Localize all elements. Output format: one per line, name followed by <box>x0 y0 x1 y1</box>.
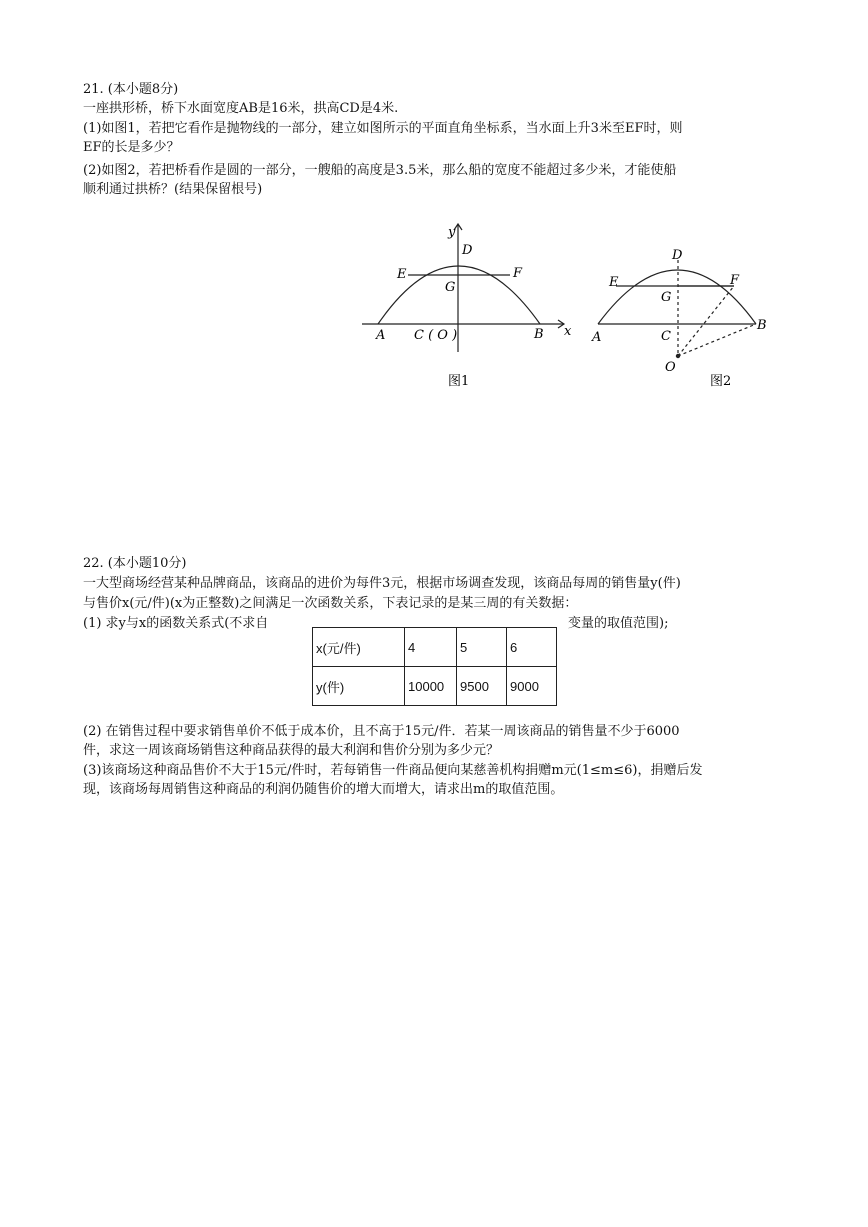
q21-part2-line-b: 顺利通过拱桥？(结果保留根号) <box>83 182 263 197</box>
label-o: O <box>665 360 676 375</box>
label-e: E <box>397 267 407 282</box>
q22-part1-right: 变量的取值范围); <box>568 616 669 631</box>
label-d: D <box>672 248 683 263</box>
label-y: y <box>448 225 456 240</box>
label-e: E <box>609 275 619 290</box>
label-g: G <box>661 290 672 305</box>
table-cell: 9000 <box>507 667 557 706</box>
q21-header: 21. (本小题8分) <box>83 82 179 97</box>
table-cell: 5 <box>457 628 507 667</box>
table-cell: y(件) <box>313 667 405 706</box>
label-a: A <box>592 330 602 345</box>
table-cell: 9500 <box>457 667 507 706</box>
table-row <box>313 667 557 706</box>
q22-line1: 一大型商场经营某种品牌商品，该商品的进价为每件3元，根据市场调查发现，该商品每周的销售量y(件) <box>83 576 681 591</box>
table-cell: 10000 <box>405 667 457 706</box>
label-a: A <box>376 328 386 343</box>
q22-part3-line-a: (3)该商场这种商品售价不大于15元/件时，若每销售一件商品便向某慈善机构捐赠m元(1≤m≤6)，捐赠后发 <box>83 763 703 778</box>
q21-part1-line-b: EF的长是多少？ <box>83 140 180 155</box>
figure-1-caption: 图1 <box>448 374 470 389</box>
q22-part1-left: (1) 求y与x的函数关系式(不求自 <box>83 616 269 631</box>
q22-part2-line-a: (2) 在销售过程中要求销售单价不低于成本价，且不高于15元/件．若某一周该商品的销售量不少于6000 <box>83 724 680 739</box>
figure-2 <box>588 240 778 400</box>
radius-of <box>678 286 734 356</box>
table-cell: x(元/件) <box>313 628 405 667</box>
data-table <box>312 627 557 706</box>
q22-part2-line-b: 件，求这一周该商场销售这种商品获得的最大利润和售价分别为多少元？ <box>83 743 500 758</box>
q22-header: 22. (本小题10分) <box>83 556 187 571</box>
q21-part1-line-a: (1)如图1，若把它看作是抛物线的一部分，建立如图所示的平面直角坐标系，当水面上升3米至EF时，则 <box>83 121 683 136</box>
label-x: x <box>564 324 572 339</box>
label-f: F <box>730 273 740 288</box>
table-row <box>313 628 557 667</box>
radius-ob <box>678 324 756 356</box>
label-c-o: C ( O ) <box>414 328 458 343</box>
center-point <box>676 354 680 358</box>
q21-line1: 一座拱形桥，桥下水面宽度AB是16米，拱高CD是4米. <box>83 101 399 116</box>
figure-2-caption: 图2 <box>710 374 732 389</box>
label-c: C <box>661 329 671 344</box>
label-f: F <box>513 266 523 281</box>
q21-part2-line-a: (2)如图2，若把桥看作是圆的一部分，一艘船的高度是3.5米，那么船的宽度不能超过多少米，才能使船 <box>83 163 677 178</box>
label-g: G <box>445 280 456 295</box>
table-cell: 4 <box>405 628 457 667</box>
q22-part3-line-b: 现，该商场每周销售这种商品的利润仍随售价的增大而增大，请求出m的取值范围。 <box>83 782 564 797</box>
figure-1 <box>350 218 580 398</box>
label-b: B <box>534 327 544 342</box>
q22-line2: 与售价x(元/件)(x为正整数)之间满足一次函数关系，下表记录的是某三周的有关数据： <box>83 596 578 611</box>
table-cell: 6 <box>507 628 557 667</box>
label-b: B <box>757 318 767 333</box>
label-d: D <box>462 243 473 258</box>
